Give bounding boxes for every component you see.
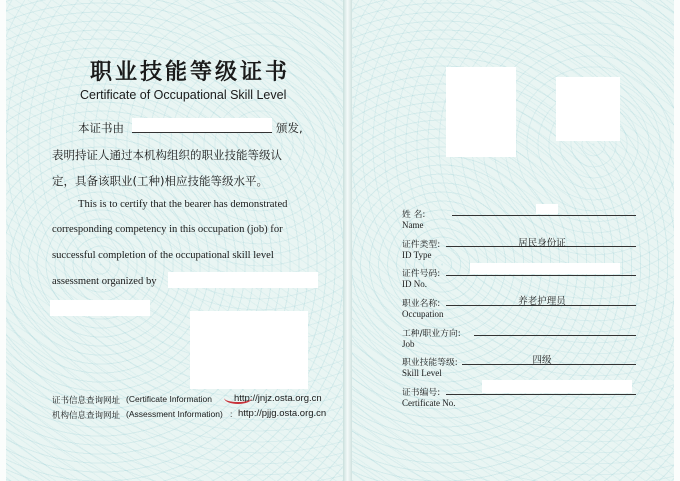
field-name-line — [452, 215, 636, 216]
photo-redacted — [446, 67, 516, 157]
certificate-title-zh: 职业技能等级证书 — [90, 59, 291, 85]
certificate-title-en: Certificate of Occupational Skill Level — [80, 88, 287, 102]
issuer-suffix: 颁发, — [276, 121, 303, 135]
issuer-name-redacted — [132, 118, 272, 133]
field-idno-line — [446, 275, 636, 276]
organizer-redacted — [168, 272, 318, 288]
field-idno-value-redacted — [470, 263, 620, 274]
field-occupation-label-en: Occupation — [402, 309, 444, 319]
field-idno-label-zh: 证件号码: — [402, 269, 441, 279]
field-idtype-label-en: ID Type — [402, 250, 432, 260]
query2-separator: : — [230, 409, 233, 419]
issuer-prefix: 本证书由 — [78, 121, 124, 135]
field-job-label-zh: 工种/职业方向: — [402, 329, 461, 339]
field-skilllevel-label-en: Skill Level — [402, 368, 442, 378]
query1-label-en: (Certificate Information — [126, 394, 212, 404]
statement-en-line1: This is to certify that the bearer has demonstrated — [78, 199, 288, 210]
field-skilllevel-value: 四级 — [532, 355, 552, 366]
field-name-label-en: Name — [402, 220, 424, 230]
field-occupation-label-zh: 职业名称: — [402, 299, 441, 309]
statement-en-line3: successful completion of the occupational skill level — [52, 250, 274, 261]
statement-en-line2: corresponding competency in this occupation (job) for — [52, 224, 283, 235]
field-certno-line — [446, 394, 636, 395]
seal-redacted — [190, 311, 308, 389]
field-skilllevel-label-zh: 职业技能等级: — [402, 358, 458, 368]
query1-label-zh: 证书信息查询网址 — [52, 396, 121, 406]
field-occupation-value: 养老护理员 — [518, 296, 566, 307]
field-certno-label-en: Certificate No. — [402, 398, 456, 408]
field-certno-value-redacted — [482, 380, 632, 393]
query2-label-en: (Assessment Information) — [126, 409, 223, 419]
query2-label-zh: 机构信息查询网址 — [52, 411, 121, 421]
query1-url[interactable]: http://jnjz.osta.org.cn — [234, 393, 322, 404]
field-idtype-value: 居民身份证 — [518, 238, 566, 249]
field-certno-label-zh: 证书编号: — [402, 388, 441, 398]
left-page — [6, 0, 344, 481]
statement-zh-line3: 定，具备该职业(工种)相应技能等级水平。 — [52, 174, 268, 188]
field-job-line — [474, 335, 636, 336]
field-name-label-zh: 姓 名: — [402, 210, 426, 220]
organizer-redacted-2 — [50, 300, 150, 316]
query2-url[interactable]: http://pjjg.osta.org.cn — [238, 408, 327, 419]
qr-code-redacted — [556, 77, 620, 141]
right-page — [352, 0, 674, 481]
field-job-label-en: Job — [402, 339, 415, 349]
statement-zh-line2: 表明持证人通过本机构组织的职业技能等级认 — [52, 148, 282, 162]
red-pen-mark — [224, 392, 252, 404]
field-idtype-label-zh: 证件类型: — [402, 240, 441, 250]
field-idno-label-en: ID No. — [402, 279, 427, 289]
field-name-value-redacted — [536, 204, 558, 214]
statement-en-line4: assessment organized by — [52, 276, 157, 287]
